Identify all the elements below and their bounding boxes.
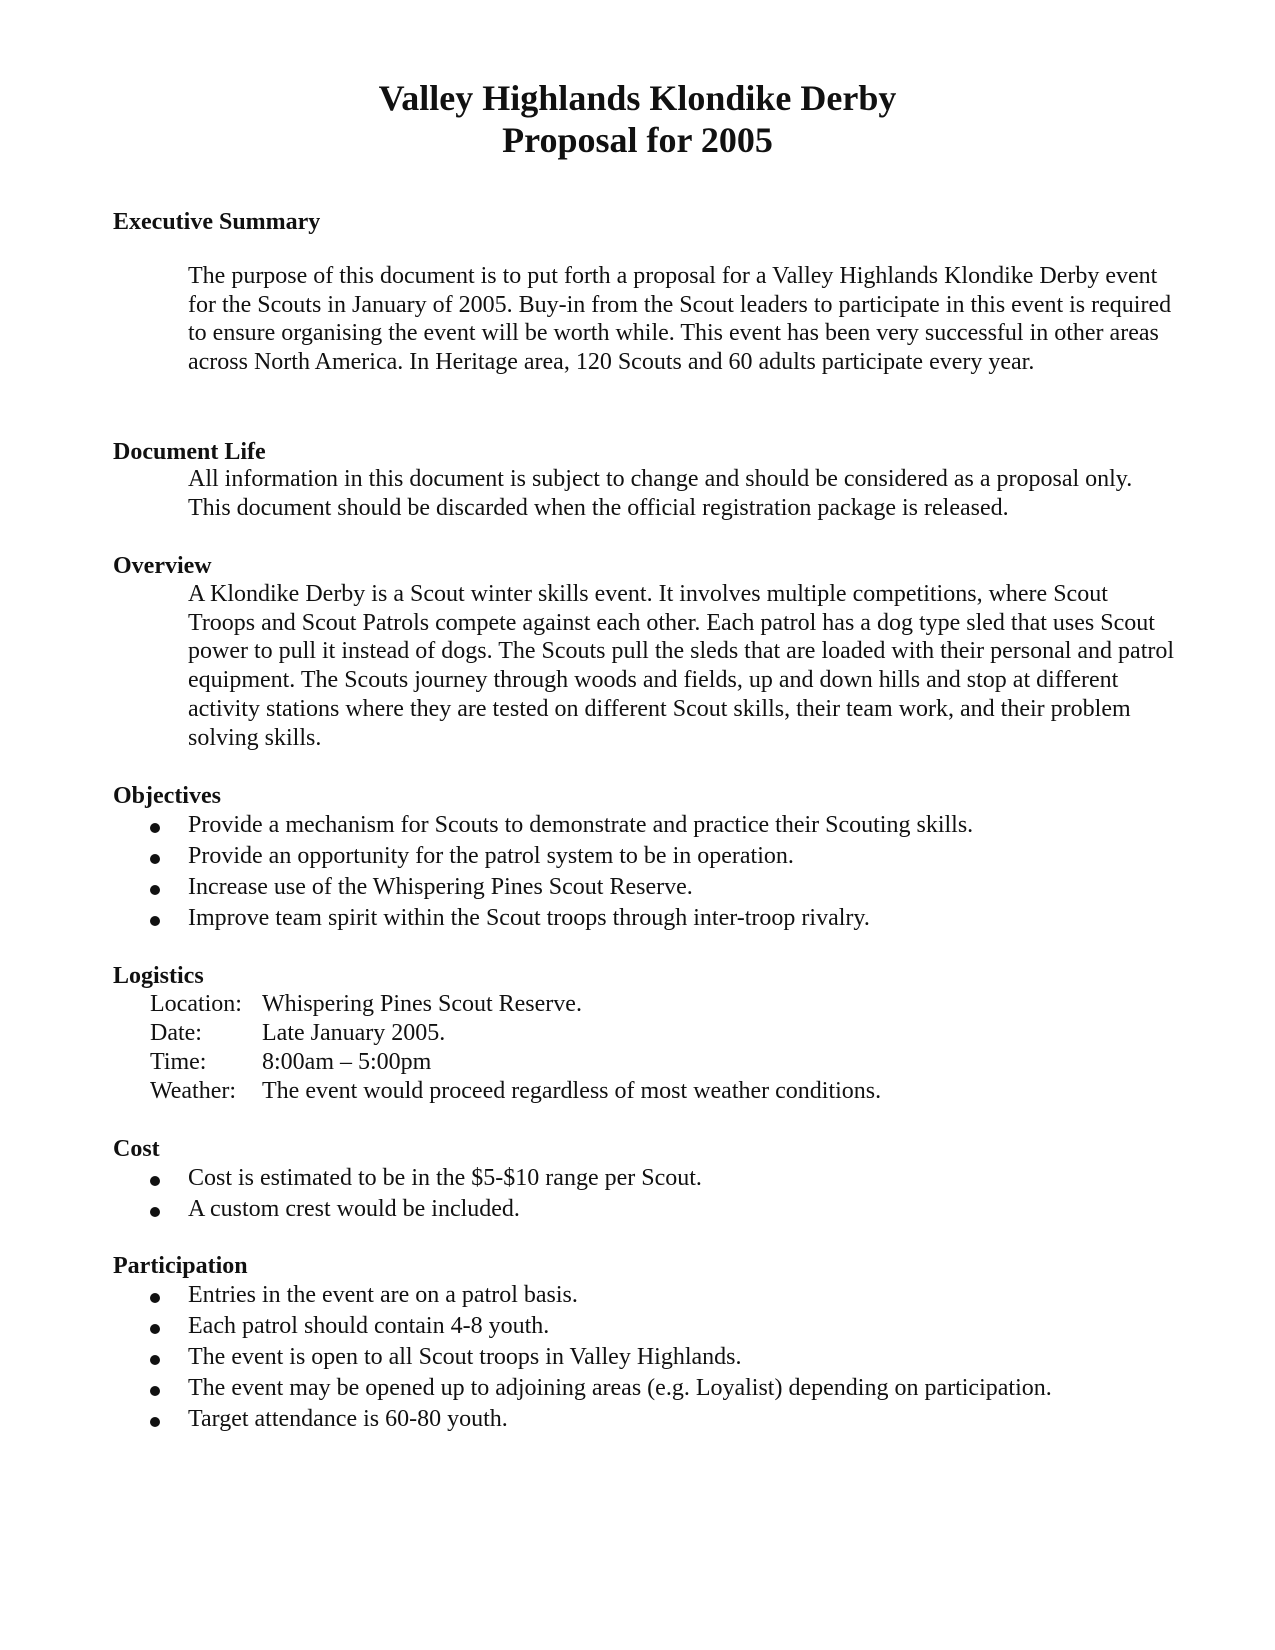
objective-text: Increase use of the Whispering Pines Scout Reserve. — [188, 874, 693, 900]
bullet-icon — [150, 1324, 160, 1334]
document-life-heading: Document Life — [113, 439, 266, 465]
logistics-row — [150, 1048, 881, 1077]
list-item — [150, 1374, 1052, 1405]
logistics-label: Location: — [150, 991, 242, 1017]
participation-text: The event may be opened up to adjoining areas (e.g. Loyalist) depending on participation. — [188, 1375, 1052, 1401]
executive-summary-heading: Executive Summary — [113, 209, 321, 235]
list-item — [150, 811, 973, 842]
objectives-heading: Objectives — [113, 783, 221, 809]
logistics-row — [150, 990, 881, 1019]
list-item — [150, 1343, 1052, 1374]
objectives-list — [150, 811, 973, 935]
document-life-text: All information in this document is subject to change and should be considered as a proposal only. This document should be discarded when the official registration package is released. — [188, 466, 1133, 521]
list-item — [150, 1164, 702, 1195]
bullet-icon — [150, 1386, 160, 1396]
objective-text: Provide a mechanism for Scouts to demonstrate and practice their Scouting skills. — [188, 812, 974, 838]
bullet-icon — [150, 1293, 160, 1303]
logistics-value: The event would proceed regardless of most weather conditions. — [262, 1078, 882, 1104]
logistics-label: Date: — [150, 1020, 202, 1046]
overview-text: A Klondike Derby is a Scout winter skills event. It involves multiple competitions, where Scout Troops and Scout Patrols compete against each other. Each patrol has a dog type sled that uses Scout power to pull it instead of dogs. The Scouts pull the sleds that are loaded with their personal and patrol equipment. The Scouts journey through woods and fields, up and down hills and stop at different activity stations where they are tested on different Scout skills, their team work, and their problem solving skills. — [188, 581, 1175, 751]
bullet-icon — [150, 854, 160, 864]
logistics-row — [150, 1019, 881, 1048]
logistics-label: Time: — [150, 1049, 207, 1075]
bullet-icon — [150, 1207, 160, 1217]
participation-text: Target attendance is 60-80 youth. — [188, 1406, 508, 1432]
bullet-icon — [150, 1176, 160, 1186]
objective-text: Provide an opportunity for the patrol system to be in operation. — [188, 843, 794, 869]
cost-text: A custom crest would be included. — [188, 1196, 520, 1222]
logistics-label: Weather: — [150, 1078, 237, 1104]
bullet-icon — [150, 823, 160, 833]
list-item — [150, 1281, 1052, 1312]
cost-text: Cost is estimated to be in the $5-$10 range per Scout. — [188, 1165, 702, 1191]
logistics-value: 8:00am – 5:00pm — [262, 1049, 432, 1075]
participation-heading: Participation — [113, 1253, 248, 1279]
list-item — [150, 842, 973, 873]
logistics-value: Whispering Pines Scout Reserve. — [262, 991, 582, 1017]
overview-heading: Overview — [113, 553, 212, 579]
bullet-icon — [150, 916, 160, 926]
bullet-icon — [150, 1417, 160, 1427]
list-item — [150, 904, 973, 935]
bullet-icon — [150, 1355, 160, 1365]
cost-list — [150, 1164, 702, 1226]
bullet-icon — [150, 885, 160, 895]
executive-summary-text: The purpose of this document is to put forth a proposal for a Valley Highlands Klondike Derby event for the Scouts in January of 2005. Buy-in from the Scout leaders to participate in this event is required to ensure organising the event will be worth while. This event has been very successful in other areas across North America. In Heritage area, 120 Scouts and 60 adults participate every year. — [188, 263, 1172, 376]
document-subtitle: Proposal for 2005 — [502, 120, 773, 160]
participation-list — [150, 1281, 1052, 1436]
document-title: Valley Highlands Klondike Derby — [378, 78, 897, 118]
list-item — [150, 1195, 702, 1226]
logistics-table — [150, 990, 881, 1106]
logistics-row — [150, 1077, 881, 1106]
list-item — [150, 1405, 1052, 1436]
participation-text: Each patrol should contain 4-8 youth. — [188, 1313, 550, 1339]
participation-text: Entries in the event are on a patrol basis. — [188, 1282, 578, 1308]
logistics-value: Late January 2005. — [262, 1020, 446, 1046]
participation-text: The event is open to all Scout troops in Valley Highlands. — [188, 1344, 742, 1370]
list-item — [150, 1312, 1052, 1343]
objective-text: Improve team spirit within the Scout troops through inter-troop rivalry. — [188, 905, 870, 931]
logistics-heading: Logistics — [113, 963, 204, 989]
cost-heading: Cost — [113, 1136, 160, 1162]
list-item — [150, 873, 973, 904]
